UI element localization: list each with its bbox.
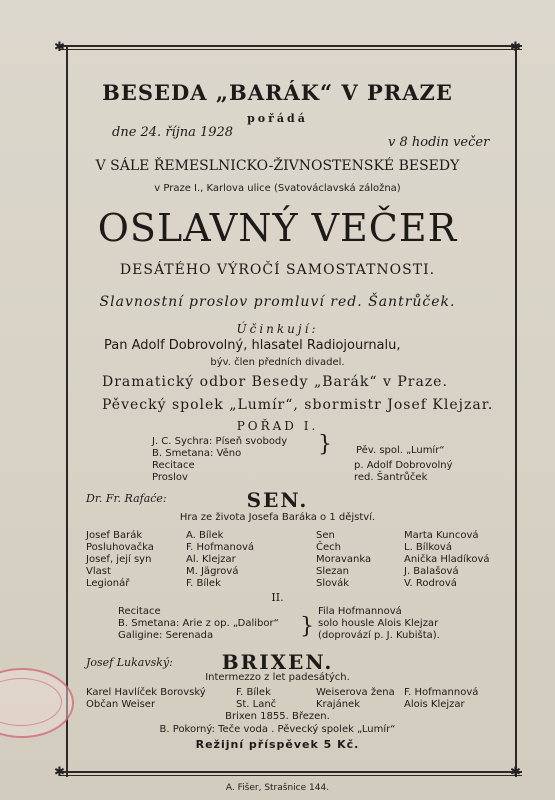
- finale: B. Pokorný: Teče voda . Pěvecký spolek „Lumír“: [159, 724, 396, 735]
- performer-line: Pan Adolf Dobrovolný, hlasatel Radiojournalu,: [104, 338, 401, 353]
- performer-line: Dramatický odbor Besedy „Barák“ v Praze.: [102, 374, 448, 390]
- organizes-label: pořádá: [247, 112, 308, 125]
- program-performer: (doprovází p. J. Kubišta).: [318, 630, 440, 641]
- program-performer: Pěv. spol. „Lumír“: [356, 445, 445, 456]
- performers-heading: Účinkují:: [236, 322, 319, 336]
- cast-role: Karel Havlíček Borovský: [86, 687, 206, 698]
- brace: }: [318, 432, 332, 457]
- play-subtitle: Hra ze života Josefa Baráka o 1 dějství.: [179, 512, 376, 523]
- performer-line: Pěvecký spolek „Lumír“, sbormistr Josef Klejzar.: [102, 397, 494, 413]
- event-time: v 8 hodin večer: [388, 135, 490, 150]
- program-item: Recitace: [152, 460, 195, 471]
- corner-star-icon: ✱: [510, 765, 521, 780]
- cast-actor: Marta Kuncová: [404, 530, 479, 541]
- top-border: [60, 45, 522, 47]
- cast-actor: F. Bílek: [236, 687, 271, 698]
- admission-fee: Režijní příspěvek 5 Kč.: [195, 738, 360, 751]
- cast-actor: V. Rodrová: [404, 578, 457, 589]
- event-title: OSLAVNÝ VEČER: [97, 206, 458, 250]
- play-subtitle: Intermezzo z let padesátých.: [205, 672, 350, 683]
- program-performer: Fila Hofmannová: [318, 606, 402, 617]
- corner-star-icon: ✱: [54, 765, 65, 780]
- cast-role: Občan Weiser: [86, 699, 156, 710]
- play-title: BRIXEN.: [221, 650, 334, 674]
- play-title: SEN.: [246, 488, 309, 512]
- corner-star-icon: ✱: [510, 40, 521, 55]
- printer-imprint: A. Fišer, Strašnice 144.: [225, 783, 330, 793]
- cast-actor: F. Hofmanová: [186, 542, 255, 553]
- bottom-border: [60, 771, 522, 773]
- program-heading: POŘAD I.: [236, 419, 319, 433]
- play-author: Dr. Fr. Rafaće:: [86, 492, 167, 505]
- cast-role: Sen: [316, 530, 335, 541]
- cast-role: Slezan: [316, 566, 349, 577]
- program-item: B. Smetana: Arie z op. „Dalibor“: [118, 618, 279, 629]
- cast-role: Posluhovačka: [86, 542, 154, 553]
- cast-actor: St. Lanč: [236, 699, 277, 710]
- cast-role: Vlast: [86, 566, 111, 577]
- cast-role: Krajánek: [316, 699, 360, 710]
- play-author: Josef Lukavský:: [86, 656, 173, 669]
- speech-line: Slavnostní proslov promluví red. Šantrůček.: [99, 294, 456, 310]
- program-item: Recitace: [118, 606, 161, 617]
- cast-role: Čech: [316, 542, 341, 553]
- bottom-border-inner: [60, 775, 522, 776]
- cast-actor: M. Jägrová: [186, 566, 239, 577]
- top-border-inner: [60, 49, 522, 50]
- cast-role: Josef Barák: [86, 530, 143, 541]
- cast-actor: Anička Hladíková: [404, 554, 490, 565]
- program-item: J. C. Sychra: Píseň svobody: [152, 436, 288, 447]
- cast-actor: F. Bílek: [186, 578, 221, 589]
- program-performer: p. Adolf Dobrovolný: [354, 460, 453, 471]
- occasion: DESÁTÉHO VÝROČÍ SAMOSTATNOSTI.: [119, 262, 436, 278]
- place-date: Brixen 1855. Březen.: [225, 711, 330, 722]
- cast-actor: A. Bílek: [186, 530, 224, 541]
- address: v Praze I., Karlova ulice (Svatováclavská záložna): [154, 183, 401, 194]
- cast-role: Legionář: [86, 578, 130, 589]
- program-item: Galigine: Serenada: [118, 630, 214, 641]
- cast-role: Moravanka: [316, 554, 372, 565]
- brace: }: [300, 614, 314, 639]
- venue: V SÁLE ŘEMESLNICKO-ŽIVNOSTENSKÉ BESEDY: [95, 158, 460, 174]
- event-date: dne 24. října 1928: [112, 125, 234, 140]
- performer-note: býv. člen předních divadel.: [210, 357, 345, 368]
- program-performer: solo housle Alois Klejzar: [318, 618, 439, 629]
- program-item: Proslov: [152, 472, 188, 483]
- cast-role: Josef, její syn: [86, 554, 152, 565]
- program-heading: II.: [271, 591, 284, 604]
- corner-star-icon: ✱: [54, 40, 65, 55]
- cast-actor: Alois Klejzar: [404, 699, 465, 710]
- cast-role: Weiserova žena: [316, 687, 395, 698]
- program-item: B. Smetana: Věno: [152, 448, 242, 459]
- cast-actor: Al. Klejzar: [186, 554, 236, 565]
- cast-actor: L. Bílková: [404, 542, 452, 553]
- program-performer: red. Šantrůček: [354, 472, 428, 483]
- poster-title: BESEDA „BARÁK“ V PRAZE: [102, 80, 453, 105]
- cast-role: Slovák: [316, 578, 350, 589]
- cast-actor: J. Balašová: [404, 566, 459, 577]
- cast-actor: F. Hofmannová: [404, 687, 479, 698]
